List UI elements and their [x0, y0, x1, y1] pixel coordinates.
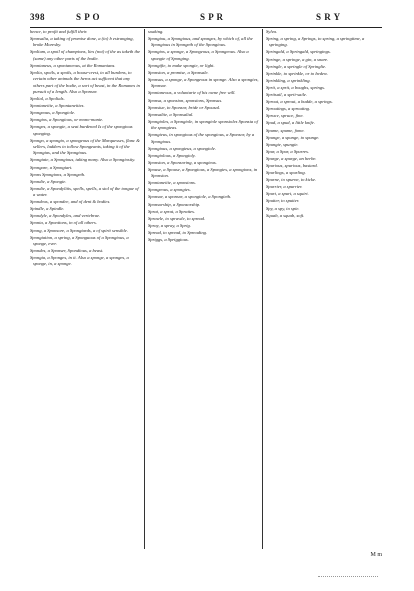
- dictionary-entry: Springe, a springe, a gin, a snare.: [266, 56, 329, 62]
- dictionary-entry: Spolium, a spoil of champions, lies (not) of the as taketh the (same) any other parts of the bodie.: [30, 49, 141, 61]
- dictionary-entry: soaking.: [148, 29, 164, 34]
- dictionary-entry: Sponsion, a Sponsoring, a spongieus.: [148, 159, 217, 165]
- dictionary-entry: Spontaneitie, a sponsions.: [148, 180, 196, 186]
- dictionary-entry: Spouse, a Spouse, a Spongious, a Spongies, a spongions, in Sponsion.: [148, 166, 258, 179]
- dictionary-entry: Sponges, a spongie, a seat burdened Is of the spongious sponging.: [30, 124, 133, 136]
- dictionary-entry: Sprout, a sprout, a budde, a springs.: [266, 99, 333, 105]
- column-3: [266, 29, 382, 549]
- column-divider-1: [144, 29, 145, 549]
- dictionary-entry: Spurt, a spurt, a squirt.: [266, 191, 309, 197]
- dictionary-entry: Spontaneitie, a Spontaneities.: [30, 103, 85, 109]
- dictionary-entry: Spontaneus, a spontaneous, at the Romanians.: [30, 62, 116, 68]
- dictionary-entry: Spongifie, to make spongie, or light.: [148, 62, 215, 68]
- dictionary-entry: Spruce, spruce, fine.: [266, 113, 304, 119]
- signature-mark: M m: [370, 552, 382, 558]
- dictionary-entry: Sponsion, a promise, a Sponsale.: [148, 69, 209, 75]
- dictionary-entry: Sponta, a Spontions, in of all others.: [30, 220, 97, 226]
- dictionary-entry: Spunge, a spunge, to spunge.: [266, 134, 320, 140]
- header-rule: [30, 27, 382, 28]
- dictionary-entry: Sponsor, a sponsor, a spongiole, a Spongieth.: [148, 194, 232, 200]
- dictionary-entry: Spray, a spray, a Sprig.: [148, 222, 192, 228]
- dictionary-entry: Spondeus, a spondee, and of dent & bodies.: [30, 199, 111, 205]
- dictionary-entry: Spindle, a Spindle.: [30, 206, 65, 212]
- dictionary-entry: Spud, a spud, a little knife.: [266, 120, 315, 126]
- dictionary-entry: Spritsail, a sprit-saile.: [266, 92, 308, 98]
- dictionary-entry: Spongiate, a Spongious, taking many. Also a Spongiosity.: [30, 157, 136, 163]
- dictionary-entry: Sponsus, a sponge, a Spongeous in sponge. Also a spongies, Sponsor.: [148, 77, 259, 89]
- dictionary-entry: Springald, a Springald, springings.: [266, 49, 331, 55]
- dictionary-entry: Spungie, spungie.: [266, 141, 299, 147]
- dictionary-entry: Spondes, a Sponser, Spondious, a beast.: [30, 248, 104, 254]
- dictionary-entry: Spontaneous, a voluntarie of his owne free will.: [148, 90, 236, 96]
- column-divider-2: [262, 29, 263, 549]
- dictionary-entry: Sprat, a sprat, a Sprattes.: [148, 208, 196, 214]
- dictionary-entry: Spongioles, a Spongiole, in spongiole sponsioles Sponsia of the spongieas.: [148, 118, 258, 131]
- dictionary-entry: Spongios, a Spongious, or mono-manie.: [30, 117, 104, 123]
- dictionary-entry: Spongia, a Sponges, in it. Also a sponge, a sponges, a sponge, in, a sponge.: [30, 255, 129, 267]
- dictionary-entry: Sponsalia, a taking of promise done, a (to) b estranging, broke Moresby.: [30, 36, 134, 48]
- dictionary-entry: Spons Spongions, a Spongeth.: [30, 171, 86, 177]
- header-left: S P O: [76, 12, 101, 22]
- dictionary-entry: Spurne, to spurne, to kicke.: [266, 177, 317, 183]
- dictionary-entry: Springle, a springle of Springlie.: [266, 63, 327, 69]
- dictionary-entry: Sponsa, a sponsion, sponsions, Sponsus.: [148, 97, 223, 103]
- dictionary-entry: Spondie, a Spondylitis, spells, spells, a stol of the tongue of a water.: [30, 185, 139, 198]
- dictionary-entry: Sprit, a sprit, a boughs, springs.: [266, 84, 326, 90]
- dictionary-entry: Sprinkling, a sprinkling.: [266, 77, 311, 83]
- dictionary-entry: Spume, spume, fome.: [266, 127, 305, 133]
- dictionary-entry: Spurious, spurious, bastard.: [266, 162, 318, 168]
- dictionary-entry: Spur, a Spur, a Spurres.: [266, 148, 310, 154]
- dictionary-entry: Sprawle, to sprawle, to spread.: [148, 215, 206, 221]
- page-number: 398: [30, 12, 45, 22]
- dictionary-entry: Spread, to spread, to Spreading.: [148, 229, 208, 235]
- header-right: S R Y: [316, 12, 341, 22]
- dictionary-entry: Spongiolous, a Spongioly.: [148, 152, 196, 158]
- dictionary-entry: Spongiou, a Spongious, and sponges, by which of, all the Spongious in Spongeth of the Spongious.: [148, 36, 253, 48]
- column-1: [30, 29, 142, 549]
- column-2: [148, 29, 260, 549]
- dictionary-entry: Sponsiue, to Sponsor, bride or Spousal.: [148, 104, 221, 110]
- dictionary-entry: Spongeous, a spongies.: [148, 187, 191, 193]
- dictionary-page: [30, 12, 382, 572]
- dictionary-entry: Spriggs, a Spriggious.: [148, 237, 189, 243]
- dictionary-entry: Spy, a spy, to spie.: [266, 205, 300, 211]
- dictionary-entry: Spong, a Sponsore, a Spongiards, a of spirit sensible.: [30, 227, 128, 233]
- dictionary-entry: Spongios, a sponge, a Spongeous, a Spongeous. Also a spongie of Sponging.: [148, 49, 249, 61]
- dictionary-entry: Spondyle, a Spondyles, and vertebrae.: [30, 213, 101, 219]
- header-middle: S P R: [200, 12, 224, 22]
- dictionary-entry: Sponsorship, a Sponsorship.: [148, 201, 201, 207]
- dictionary-entry: Sprinkle, to sprinkle, or to bedew.: [266, 70, 328, 76]
- dictionary-entry: Sylva.: [266, 29, 278, 34]
- dictionary-entry: Spolial, a Spolials.: [30, 95, 65, 101]
- dictionary-entry: Spongeaus, a Spongiole.: [30, 110, 76, 116]
- dictionary-entry: Squab, a squab, soft.: [266, 212, 305, 218]
- running-header: [30, 12, 382, 26]
- dictionary-entry: Spring, a spring, a Springs, to spring, a springtime, a springing.: [266, 36, 365, 48]
- dictionary-entry: Spongare, a Spongiart.: [30, 164, 73, 170]
- dictionary-entry: Sputter, to sputter.: [266, 198, 300, 204]
- dictionary-entry: Spurge, a spurge, an herbe.: [266, 155, 317, 161]
- page-smudge: [318, 576, 378, 580]
- dictionary-entry: Spongious, a spongieus, a spongiole.: [148, 145, 217, 151]
- dictionary-entry: Spongieus, in spongious of the spongious, a Sponsor, by a Spongious.: [148, 132, 255, 144]
- dictionary-entry: Spondie, a Spongie.: [30, 178, 67, 184]
- dictionary-entry: Spurlings, a spurling.: [266, 170, 306, 176]
- dictionary-entry: Spurrier, a spurrier.: [266, 184, 303, 190]
- dictionary-entry: Spolia, spoils, a spoils, a house-crest, to all burdens, to certain other animals the heros act sufficent that any others part of the bodie, a sort of beast, in the Romanes in pursuit of a length. Also a Sponsor.: [30, 69, 140, 94]
- dictionary-entry: hence, to profit and fulfill their.: [30, 29, 88, 34]
- dictionary-entry: Sponsaltie, a Sponsalial.: [148, 111, 194, 117]
- dictionary-entry: Spongo, a spongio, a spongeous of the Marquesses, flanc & sellers, ladders to tollow Spongeants, taking it of the Spongias, and the Spongious.: [30, 137, 140, 156]
- dictionary-entry: Sproutings, a sprouting.: [266, 106, 311, 112]
- dictionary-entry: Spongiation, a spring, a Sponguous of a Spongious, a sponge, ever.: [30, 234, 129, 246]
